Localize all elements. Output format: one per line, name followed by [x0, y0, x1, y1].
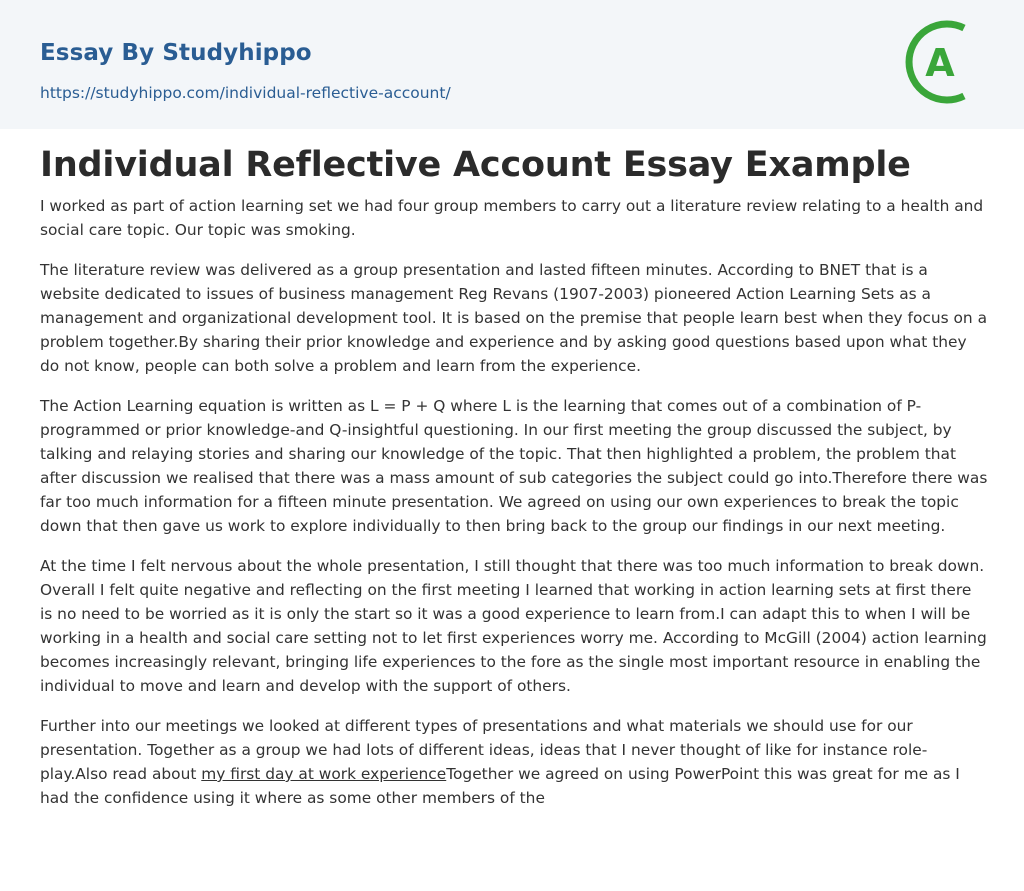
- paragraph-text: Together we agreed on using PowerPoint this was great for me as I had the confidence using it where as some other members of the: [40, 765, 960, 807]
- paragraph: The Action Learning equation is written as L = P + Q where L is the learning that comes out of a combination of P-programmed or prior knowledge-and Q-insightful questioning. In our first meeting the group discussed the subject, by talking and relaying stories and sharing our knowledge of the topic. That then highlighted a problem, the problem that after discussion we realised that there was a mass amount of sub categories the subject could go into.Therefore there was far too much information for a fifteen minute presentation. We agreed on using our own experiences to break the topic down that then gave us work to explore individually to then bring back to the group our findings in our next meeting.: [40, 397, 988, 535]
- paragraph: [40, 714, 988, 810]
- paragraph-text: Further into our meetings we looked at different types of presentations and what materials we should use for our presentation. Together as a group we had lots of different ideas, ideas that I never thought of like for instance role-play.Also read about: [40, 717, 928, 783]
- studyhippo-logo-icon[interactable]: [902, 18, 988, 106]
- site-title[interactable]: Essay By Studyhippo: [40, 40, 312, 66]
- paragraph: I worked as part of action learning set we had four group members to carry out a literature review relating to a health and social care topic. Our topic was smoking.: [40, 197, 984, 239]
- logo-letter: A: [925, 41, 955, 85]
- essay-body: [40, 194, 988, 826]
- paragraph: The literature review was delivered as a group presentation and lasted fifteen minutes. According to BNET that is a website dedicated to issues of business management Reg Revans (1907-2003) pioneered Action Learning Sets as a management and organizational development tool. It is based on the premise that people learn best when they focus on a problem together.By sharing their prior knowledge and experience and by asking good questions based upon what they do not know, people can both solve a problem and learn from the experience.: [40, 261, 988, 375]
- page-title: Individual Reflective Account Essay Example: [40, 145, 911, 185]
- paragraph: At the time I felt nervous about the whole presentation, I still thought that there was too much information to break down. Overall I felt quite negative and reflecting on the first meeting I learned that working in action learning sets at first there is no need to be worried as it is only the start so it was a good experience to learn from.I can adapt this to when I will be working in a health and social care setting not to let first experiences worry me. According to McGill (2004) action learning becomes increasingly relevant, bringing life experiences to the fore as the single most important resource in enabling the individual to move and learn and develop with the support of others.: [40, 557, 987, 695]
- site-url-link[interactable]: https://studyhippo.com/individual-reflective-account/: [40, 84, 451, 102]
- related-essay-link[interactable]: my first day at work experience: [201, 765, 447, 783]
- site-header: [0, 0, 1024, 129]
